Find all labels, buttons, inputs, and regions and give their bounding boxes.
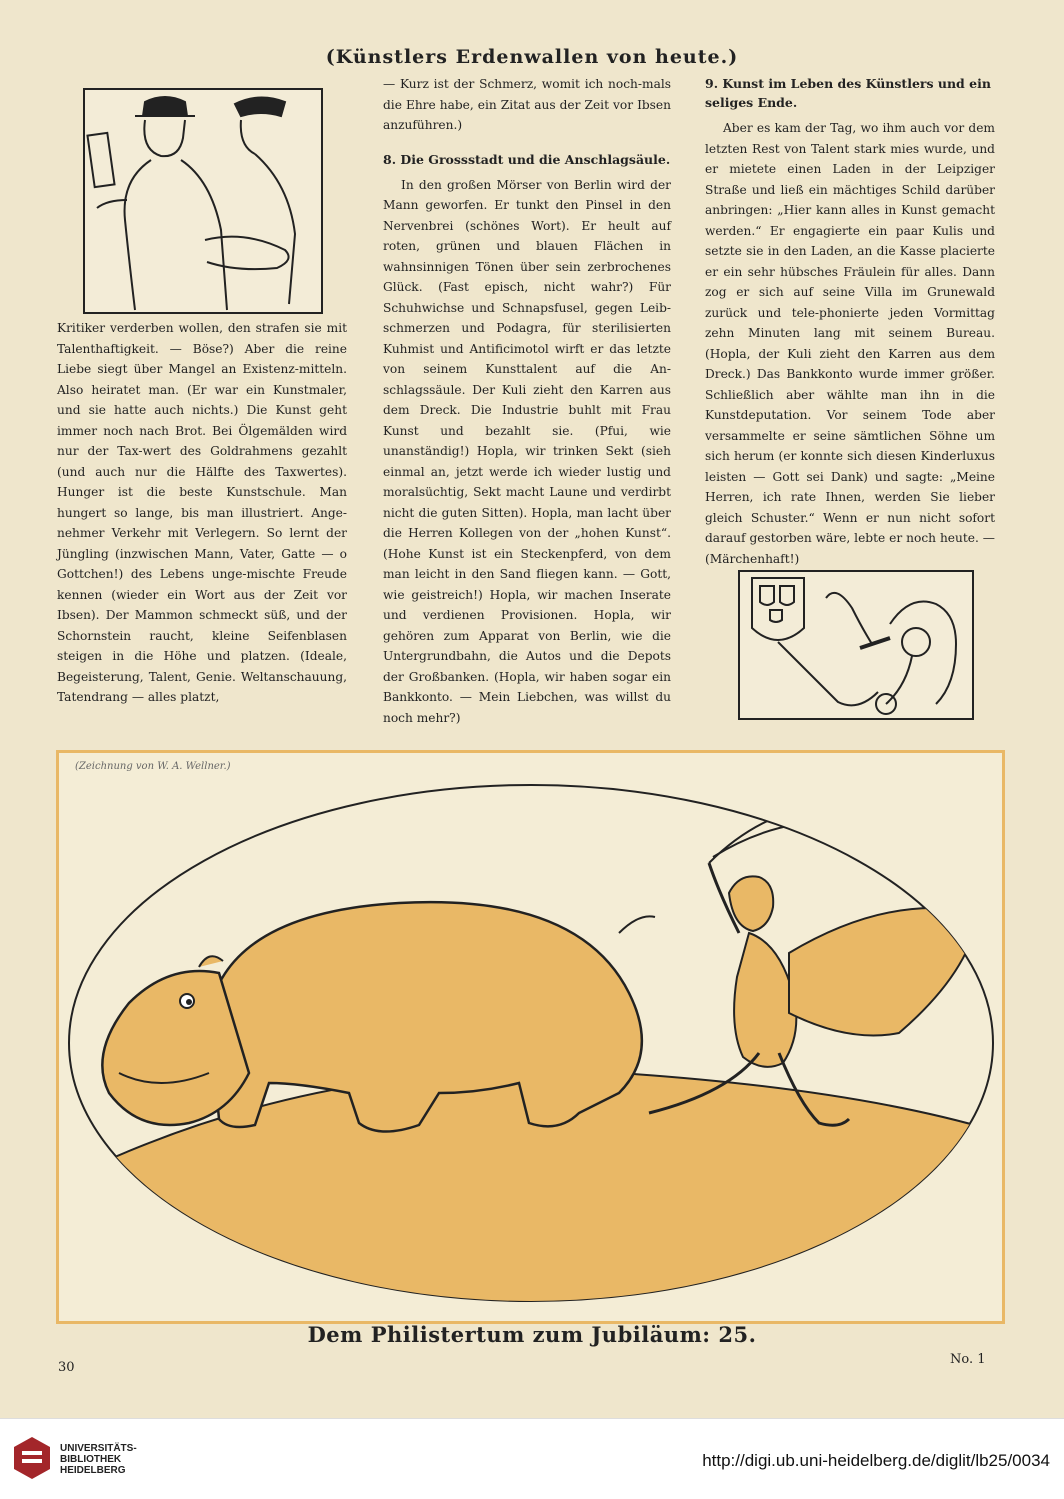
logo-line-2: BIBLIOTHEK xyxy=(60,1454,122,1465)
issue-number: No. 1 xyxy=(950,1352,986,1367)
column-3-text: Aber es kam der Tag, wo ihm auch vor dem letzten Rest von Talent stark mies wurde, und er mietete einen Laden in der Leipziger Straße und ließ ein mächtiges Schild darüber anbringen: „Hier kann alles in Kunst gemacht werden.“ Er engagierte ein paar Kulis und setzte sie in den Laden, an die Kasse placierte er ein sehr hübsches Fräulein für alles. Dann zog er sich auf seine Villa im Grunewald zurück und tele-phonierte jeden Vormittag zehn Minuten lang mit seinem Bureau. (Hopla, der Kuli zieht den Karren aus dem Dreck.) Das Bankkonto wurde immer größer. Schließlich aber wählte man ihn in die Kunstdeputation. Vor seinem Tode aber versammelte er seine sämtlichen Söhne um sich herum (er konnte sich diesen Kinderluxus leisten — Gott sei Dank) und sagte: „Meine Herren, ich rate Ihnen, werden Sie lieber gleich Schuster.“ Wenn er nun nicht sofort darauf gestorben wäre, lebte er noch heute. — (Märchenhaft!) xyxy=(705,121,995,566)
hippo-jester-drawing xyxy=(59,753,1002,1321)
footer-bar xyxy=(0,1418,1064,1499)
column-1 xyxy=(57,318,347,708)
logo-line-3: HEIDELBERG xyxy=(60,1465,126,1476)
university-logo-text xyxy=(60,1443,170,1476)
section-9-heading: 9. Kunst im Leben des Künstlers und ein seliges Ende. xyxy=(705,76,991,110)
telephone-drawing xyxy=(740,572,972,718)
university-logo-icon xyxy=(12,1435,52,1481)
column-2-intro: — Kurz ist der Schmerz, womit ich noch-mals die Ehre habe, ein Zitat aus der Zeit vor Ibsen anzuführen.) xyxy=(383,77,671,132)
illustration-poster-viewers xyxy=(83,88,323,314)
illustration-caption: Dem Philistertum zum Jubiläum: 25. xyxy=(307,1322,757,1347)
illustration-credit: (Zeichnung von W. A. Wellner.) xyxy=(75,761,231,772)
sketch-drawing xyxy=(85,90,321,312)
section-8-heading: 8. Die Grossstadt und die Anschlagsäule. xyxy=(383,151,671,167)
illustration-telephone xyxy=(738,570,974,720)
page-number: 30 xyxy=(58,1360,75,1375)
column-1-text: Kritiker verderben wollen, den strafen sie mit Talenthaftigkeit. — Böse?) Aber die reine Liebe siegt über Mangel an Existenz-mitteln. Also heiratet man. (Er war ein Kunstmaler, und sie hatte auch nichts.) Die Kunst geht immer noch nach Brot. Bei Ölgemälden wird nur der Tax-wert des Goldrahmens gezahlt (und auch nur die Hälfte des Taxwertes). Hunger ist die beste Kunstschule. Man hungert so lange, bis man illustriert. Ange-nehmer Verkehr mit Verlegern. So lernt der Jüngling (inzwischen Mann, Vater, Gatte — o Gottchen!) des Lebens unge-mischte Freude kennen (wieder ein Wort aus der Zeit vor Ibsen). Der Mammon schmeckt süß, und der Schornstein raucht, kleine Seifenblasen steigen in die Höhe und platzen. (Ideale, Begeisterung, Talent, Genie. Weltanschauung, Tatendrang — alles platzt, xyxy=(57,321,347,704)
source-url-link[interactable]: http://digi.ub.uni-heidelberg.de/diglit/lb25/0034 xyxy=(702,1451,1050,1470)
page-title: (Künstlers Erdenwallen von heute.) xyxy=(325,46,739,68)
illustration-hippo-jester xyxy=(56,750,1005,1324)
column-3 xyxy=(705,74,995,569)
column-2 xyxy=(383,74,671,728)
logo-line-1: UNIVERSITÄTS- xyxy=(60,1443,137,1454)
column-2-text: In den großen Mörser von Berlin wird der Mann geworfen. Er tunkt den Pinsel in den Nervenbrei (schönes Wort). Er heult auf roten, grünen und blauen Flächen in wahnsinnigen Tönen über sein zerbrochenes Glück. (Fast episch, nicht wahr?) Für Schuhwichse und Schnapsfusel, gegen Leib-schmerzen und Podagra, für sterilisierten Kuhmist und Antificimotol wirft er das letzte von seinem Kunsttalent auf die An-schlagssäule. Der Kuli zieht den Karren aus dem Dreck. Die Industrie buhlt mit Frau Kunst und bezahlt sie. (Pfui, wie unanständig!) Hopla, wir trinken Sekt (sieh einmal an, jetzt werde ich wieder lustig und moralsüchtig, Sekt macht Laune und verdirbt nicht die guten Sitten). Hopla, man lacht über die Herren Kollegen von der „hohen Kunst“. (Hohe Kunst ist ein Steckenpferd, von dem man leicht in den Sand fliegen kann. — Gott, wie geistreich!) Hopla, wir machen Inserate und verdienen Provisionen. Hopla, wir gehören zum Apparat von Berlin, wie die Untergrundbahn, die Autos und die Depots der Großbanken. (Hopla, wir haben sogar ein Bankkonto. — Mein Liebchen, was willst du noch mehr?) xyxy=(383,177,671,725)
